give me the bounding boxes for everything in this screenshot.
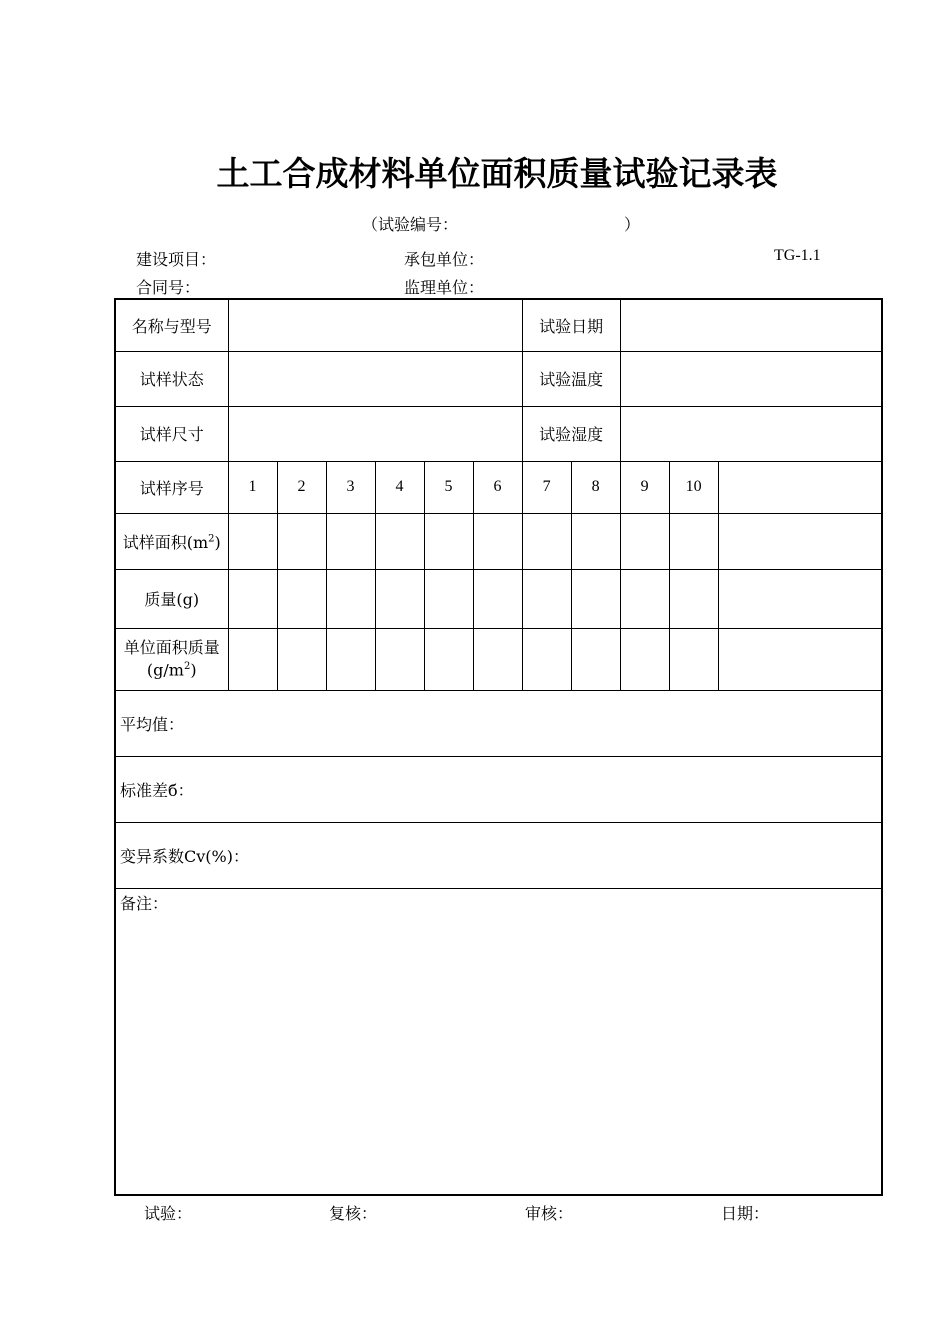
sample-no-7: 7 <box>522 461 571 513</box>
area-cell[interactable] <box>522 513 571 569</box>
sample-no-2: 2 <box>277 461 326 513</box>
sample-no-8: 8 <box>571 461 620 513</box>
unit-mass-cell[interactable] <box>473 628 522 690</box>
area-cell[interactable] <box>326 513 375 569</box>
area-cell[interactable] <box>718 513 882 569</box>
mass-cell[interactable] <box>326 569 375 628</box>
cv-row[interactable]: 变异系数Cv(%)： <box>115 822 882 888</box>
sample-size-label: 试样尺寸 <box>115 406 228 461</box>
test-temp-value[interactable] <box>620 351 882 406</box>
unit-mass-cell[interactable] <box>424 628 473 690</box>
unit-mass-label: 单位面积质量 $(g/m^2)$ <box>115 628 228 690</box>
area-cell[interactable] <box>424 513 473 569</box>
area-cell[interactable] <box>669 513 718 569</box>
sample-no-label: 试样序号 <box>115 461 228 513</box>
sample-no-10: 10 <box>669 461 718 513</box>
area-cell[interactable] <box>473 513 522 569</box>
unit-mass-cell[interactable] <box>228 628 277 690</box>
unit-mass-cell[interactable] <box>326 628 375 690</box>
mass-cell[interactable] <box>522 569 571 628</box>
average-row[interactable]: 平均值： <box>115 690 882 756</box>
unit-mass-cell[interactable] <box>571 628 620 690</box>
unit-mass-cell[interactable] <box>669 628 718 690</box>
test-date-label: 试验日期 <box>522 299 620 351</box>
unit-mass-cell[interactable] <box>375 628 424 690</box>
unit-mass-cell[interactable] <box>718 628 882 690</box>
std-dev-row[interactable]: 标准差б： <box>115 756 882 822</box>
area-cell[interactable] <box>228 513 277 569</box>
test-temp-label: 试验温度 <box>522 351 620 406</box>
name-model-label: 名称与型号 <box>115 299 228 351</box>
sample-no-1: 1 <box>228 461 277 513</box>
area-cell[interactable] <box>375 513 424 569</box>
mass-label: 质量(g) <box>115 569 228 628</box>
sample-no-extra <box>718 461 882 513</box>
area-cell[interactable] <box>571 513 620 569</box>
test-humidity-value[interactable] <box>620 406 882 461</box>
sample-state-value[interactable] <box>228 351 522 406</box>
mass-cell[interactable] <box>277 569 326 628</box>
contractor-label: 承包单位： <box>404 250 485 269</box>
mass-cell[interactable] <box>424 569 473 628</box>
contract-label: 合同号： <box>136 278 201 297</box>
area-label: 试样面积$(m^2)$ <box>115 513 228 569</box>
mass-cell[interactable] <box>571 569 620 628</box>
sample-no-4: 4 <box>375 461 424 513</box>
mass-cell[interactable] <box>718 569 882 628</box>
approver-label: 审核： <box>525 1204 574 1223</box>
form-code: TG-1.1 <box>774 247 821 264</box>
record-table <box>114 298 883 1196</box>
area-cell[interactable] <box>277 513 326 569</box>
unit-mass-cell[interactable] <box>522 628 571 690</box>
sample-size-value[interactable] <box>228 406 522 461</box>
mass-cell[interactable] <box>375 569 424 628</box>
sample-state-label: 试样状态 <box>115 351 228 406</box>
date-label: 日期： <box>721 1204 770 1223</box>
mass-cell[interactable] <box>473 569 522 628</box>
unit-mass-cell[interactable] <box>620 628 669 690</box>
mass-cell[interactable] <box>669 569 718 628</box>
mass-cell[interactable] <box>228 569 277 628</box>
sample-no-3: 3 <box>326 461 375 513</box>
project-label: 建设项目： <box>136 250 217 269</box>
area-cell[interactable] <box>620 513 669 569</box>
supervisor-label: 监理单位： <box>404 278 485 297</box>
page-title: 土工合成材料单位面积质量试验记录表 <box>216 154 778 193</box>
test-number-label: （试验编号： <box>362 215 459 234</box>
reviewer-label: 复核： <box>329 1204 378 1223</box>
unit-mass-cell[interactable] <box>277 628 326 690</box>
test-date-value[interactable] <box>620 299 882 351</box>
name-model-value[interactable] <box>228 299 522 351</box>
sample-no-9: 9 <box>620 461 669 513</box>
mass-cell[interactable] <box>620 569 669 628</box>
sample-no-5: 5 <box>424 461 473 513</box>
tester-label: 试验： <box>144 1204 193 1223</box>
remarks-row[interactable]: 备注： <box>115 888 882 1195</box>
test-humidity-label: 试验湿度 <box>522 406 620 461</box>
sample-no-6: 6 <box>473 461 522 513</box>
test-number-close: ） <box>624 215 641 234</box>
